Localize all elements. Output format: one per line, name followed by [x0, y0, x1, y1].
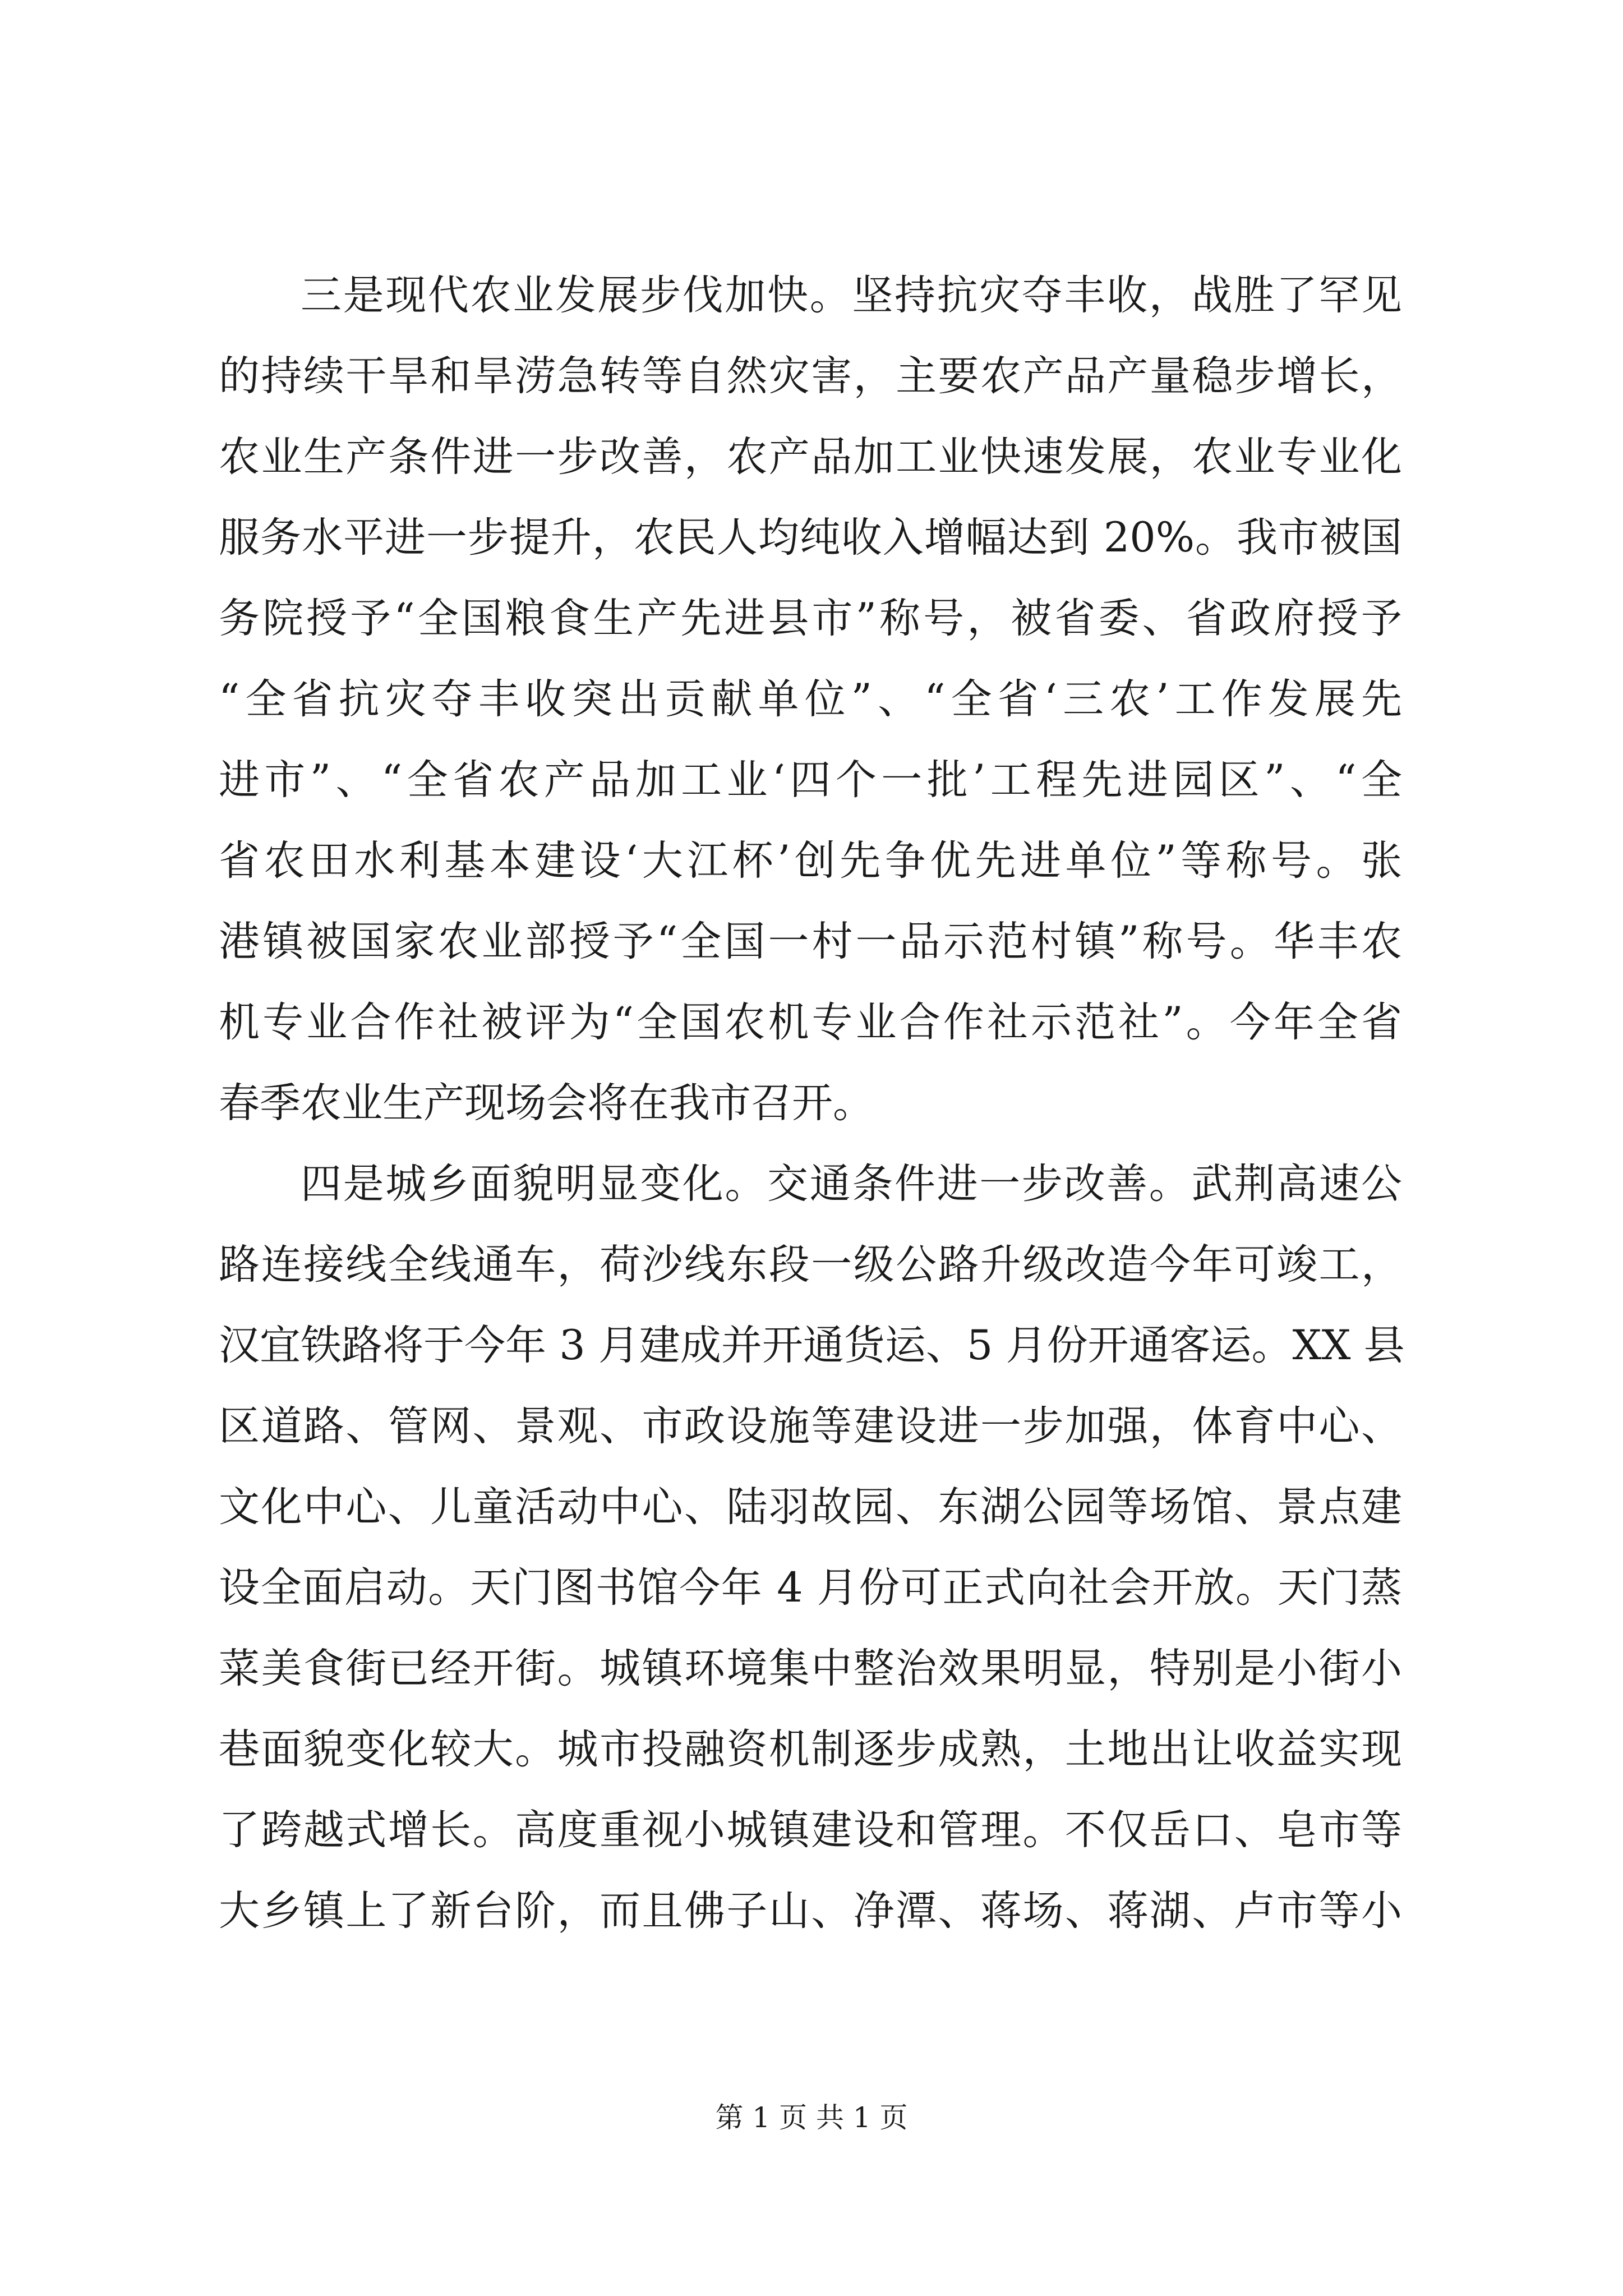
- text-line: 农业生产条件进一步改善，农产品加工业快速发展，农业专业化: [219, 433, 1402, 481]
- text-line: 路连接线全线通车，荷沙线东段一级公路升级改造今年可竣工，: [219, 1241, 1402, 1289]
- text-line: 港镇被国家农业部授予“全国一村一品示范村镇”称号。华丰农: [219, 918, 1402, 965]
- text-line: 三是现代农业发展步伐加快。坚持抗灾夺丰收，战胜了罕见: [301, 272, 1402, 319]
- text-line: “全省抗灾夺丰收突出贡献单位”、“全省‘三农’工作发展先: [219, 675, 1402, 723]
- paragraph-1: [219, 255, 1402, 1144]
- text-line: 文化中心、儿童活动中心、陆羽故园、东湖公园等场馆、景点建: [219, 1483, 1402, 1531]
- text-line: 服务水平进一步提升，农民人均纯收入增幅达到 20%。我市被国: [219, 514, 1402, 562]
- text-line: 务院授予“全国粮食生产先进县市”称号，被省委、省政府授予: [219, 595, 1402, 642]
- body-text: [219, 255, 1405, 1952]
- text-line: 机专业合作社被评为“全国农机专业合作社示范社”。今年全省: [219, 999, 1402, 1046]
- text-line: 汉宜铁路将于今年 3 月建成并开通货运、5 月份开通客运。XX 县: [219, 1322, 1405, 1369]
- text-line: 了跨越式增长。高度重视小城镇建设和管理。不仅岳口、皂市等: [219, 1806, 1402, 1854]
- text-line: 的持续干旱和旱涝急转等自然灾害，主要农产品产量稳步增长，: [219, 352, 1402, 400]
- text-line: 春季农业生产现场会将在我市召开。: [219, 1079, 874, 1127]
- page-footer: [0, 2101, 1623, 2134]
- text-line: 区道路、管网、景观、市政设施等建设进一步加强，体育中心、: [219, 1402, 1402, 1450]
- page-number-label: 第 1 页 共 1 页: [715, 2101, 908, 2134]
- text-line: 省农田水利基本建设‘大江杯’创先争优先进单位”等称号。张: [219, 837, 1402, 885]
- text-line: 设全面启动。天门图书馆今年 4 月份可正式向社会开放。天门蒸: [219, 1564, 1402, 1612]
- paragraph-2: [219, 1144, 1405, 1952]
- text-line: 四是城乡面貌明显变化。交通条件进一步改善。武荆高速公: [301, 1160, 1402, 1208]
- text-line: 大乡镇上了新台阶，而且佛子山、净潭、蒋场、蒋湖、卢市等小: [219, 1887, 1402, 1935]
- text-line: 菜美食街已经开街。城镇环境集中整治效果明显，特别是小街小: [219, 1645, 1402, 1692]
- text-line: 进市”、“全省农产品加工业‘四个一批’工程先进园区”、“全: [219, 756, 1402, 804]
- text-line: 巷面貌变化较大。城市投融资机制逐步成熟，土地出让收益实现: [219, 1726, 1402, 1773]
